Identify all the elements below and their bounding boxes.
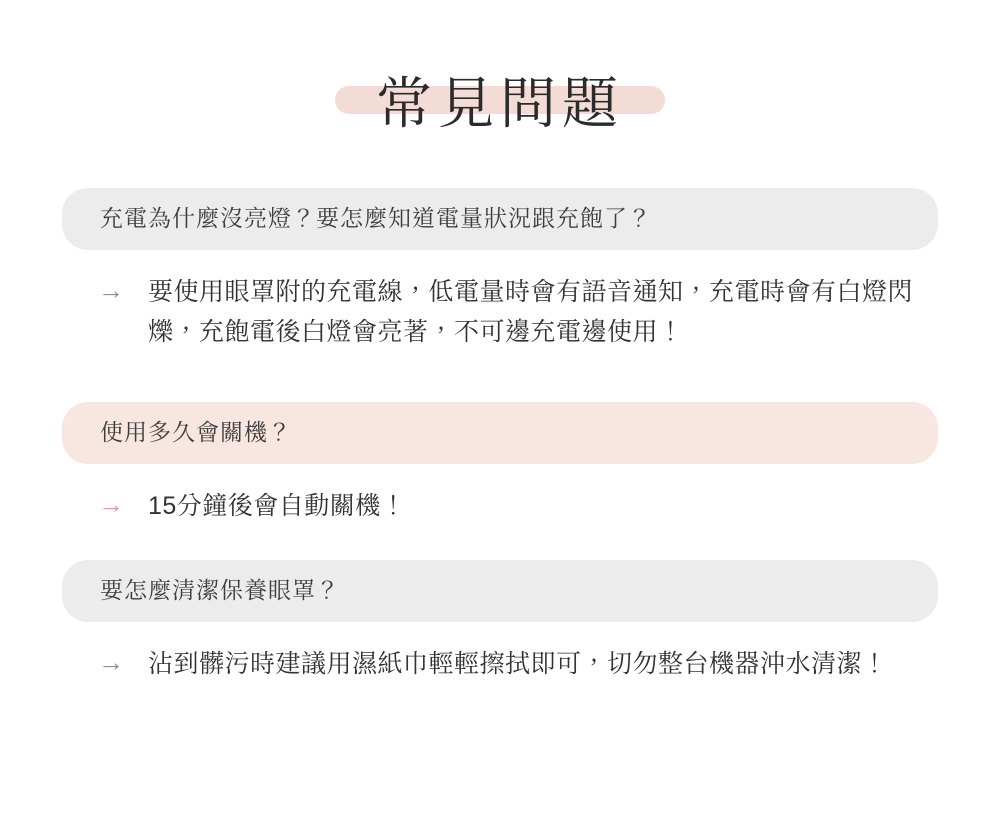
faq-answer-row [62, 464, 938, 532]
arrow-right-icon: → [98, 489, 124, 519]
page-title: 常見問題 [376, 71, 624, 135]
faq-item [62, 188, 938, 358]
faq-answer-text: 要使用眼罩附的充電線，低電量時會有語音通知，充電時會有白燈閃爍，充飽電後白燈會亮著，不可邊充電邊使用！ [148, 278, 914, 346]
faq-item [62, 402, 938, 532]
faq-answer-row [62, 250, 938, 358]
arrow-right-icon: → [98, 275, 124, 305]
faq-item [62, 560, 938, 690]
faq-question: 充電為什麼沒亮燈？要怎麼知道電量狀況跟充飽了？ [62, 188, 938, 250]
faq-answer-text: 沾到髒污時建議用濕紙巾輕輕擦拭即可，切勿整台機器沖水清潔！ [148, 650, 888, 678]
faq-answer-text: 15分鐘後會自動關機！ [148, 492, 407, 520]
faq-question: 使用多久會關機？ [62, 402, 938, 464]
arrow-right-icon: → [98, 647, 124, 677]
faq-answer-row [62, 622, 938, 690]
spacer [62, 542, 938, 560]
page-title-section [0, 0, 1000, 135]
faq-question: 要怎麼清潔保養眼罩？ [62, 560, 938, 622]
spacer [62, 368, 938, 402]
faq-list [0, 188, 1000, 690]
